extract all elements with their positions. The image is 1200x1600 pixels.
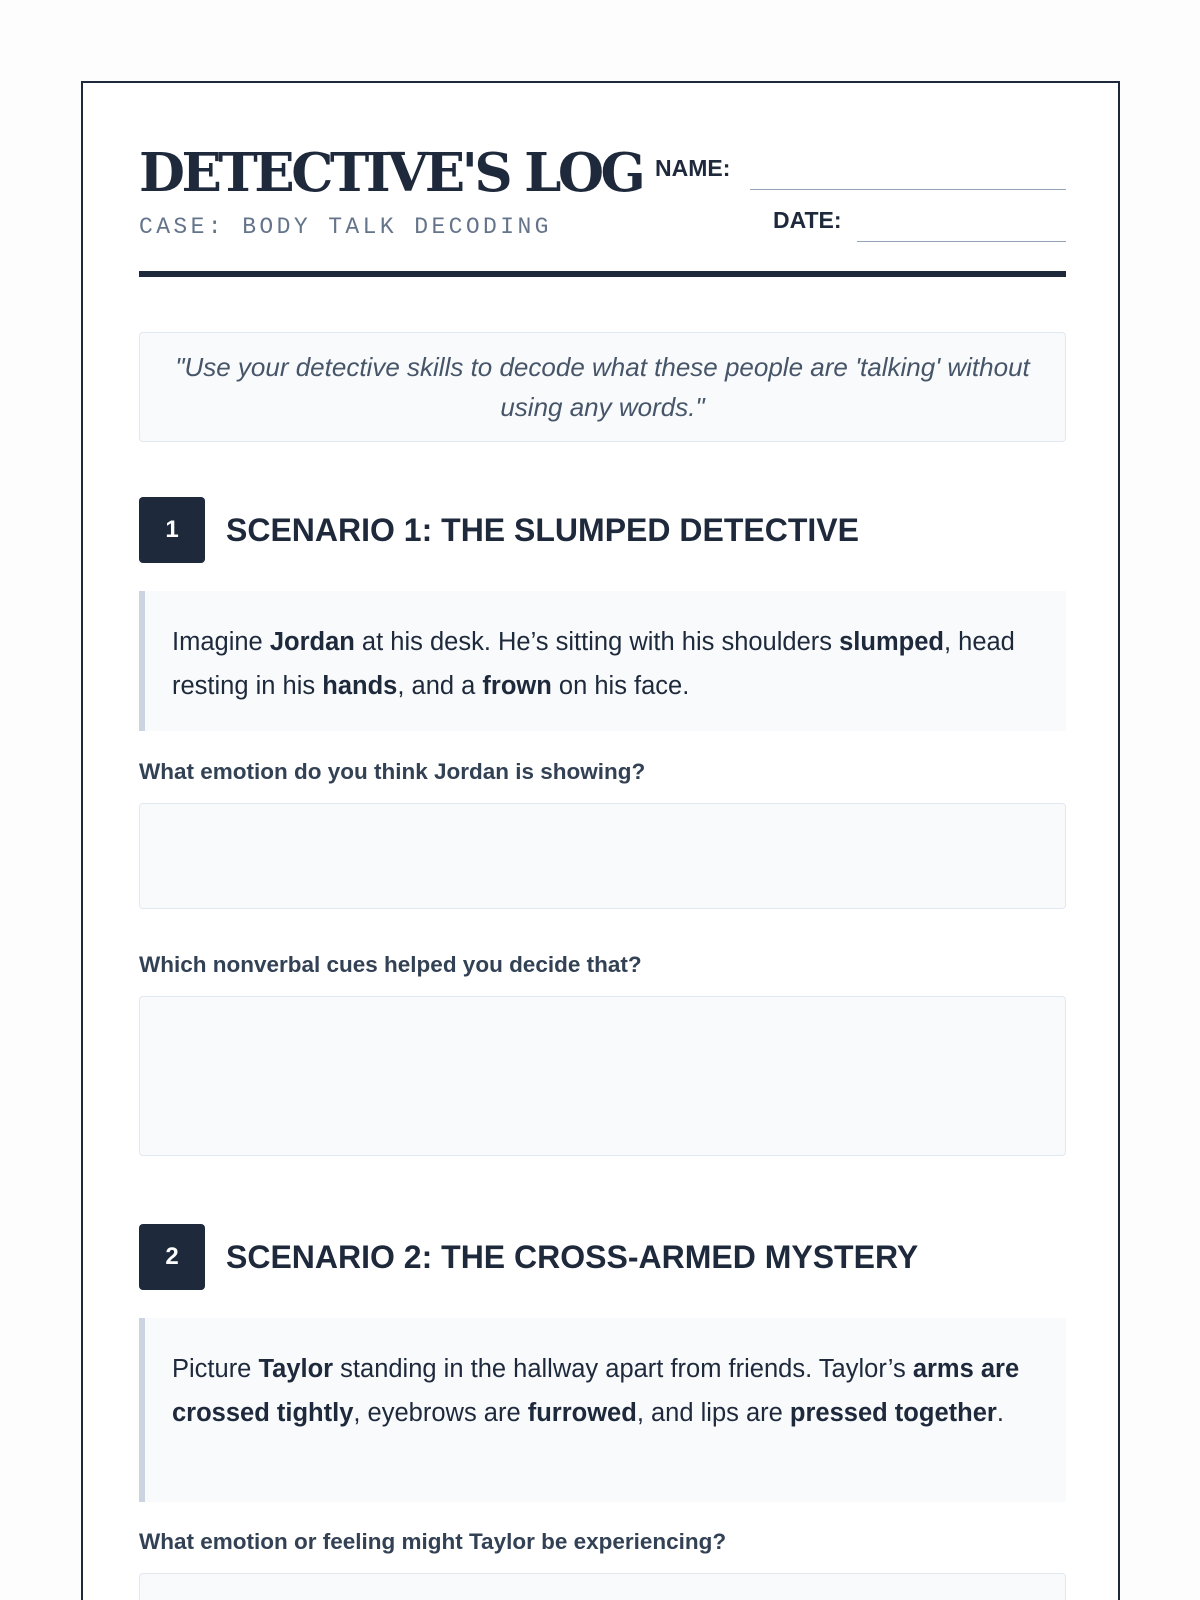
scenario-2-story xyxy=(139,1318,1066,1502)
intro-quote: "Use your detective skills to decode what these people are 'talking' without using any words." xyxy=(139,332,1066,442)
page-title: DETECTIVE'S LOG xyxy=(139,142,643,204)
scenario-2-question-1: What emotion or feeling might Taylor be experiencing? xyxy=(139,1529,727,1554)
story-text: , head resting in his xyxy=(172,628,1015,700)
scenario-1-story xyxy=(139,591,1066,731)
story-emphasis: slumped xyxy=(839,628,944,656)
story-text: , and a xyxy=(397,671,483,700)
story-text: Imagine xyxy=(172,628,270,656)
story-text: , eyebrows are xyxy=(353,1398,528,1427)
scenario-1-question-2: Which nonverbal cues helped you decide that? xyxy=(139,952,642,977)
header-divider xyxy=(139,271,1066,277)
scenario-2-answer-1-box[interactable] xyxy=(139,1573,1066,1600)
story-text: , and lips are xyxy=(636,1398,790,1427)
story-emphasis: arms are crossed tightly xyxy=(172,1355,1020,1427)
scenario-2-header xyxy=(139,1224,1066,1290)
scenario-1-answer-1-box[interactable] xyxy=(139,803,1066,909)
story-emphasis: furrowed xyxy=(527,1398,637,1427)
scenario-1-answer-2-box[interactable] xyxy=(139,996,1066,1156)
story-emphasis: Taylor xyxy=(258,1355,334,1383)
story-emphasis: frown xyxy=(482,671,552,700)
date-label: DATE: xyxy=(773,207,842,233)
scenario-1-number-badge: 1 xyxy=(139,497,205,563)
story-emphasis: pressed together xyxy=(789,1398,997,1427)
scenario-2-title: SCENARIO 2: THE CROSS-ARMED MYSTERY xyxy=(226,1239,919,1275)
case-subtitle: CASE: BODY TALK DECODING xyxy=(139,214,552,240)
story-emphasis: hands xyxy=(322,671,398,700)
worksheet-page xyxy=(81,81,1120,1600)
story-text: . xyxy=(996,1398,1004,1427)
name-label: NAME: xyxy=(655,155,731,181)
scenario-1-question-1: What emotion do you think Jordan is showing? xyxy=(139,759,646,784)
story-emphasis: Jordan xyxy=(269,628,355,656)
story-text: standing in the hallway apart from friends. Taylor’s xyxy=(333,1355,913,1383)
scenario-1-header xyxy=(139,497,1066,563)
name-field[interactable] xyxy=(750,189,1066,190)
date-field[interactable] xyxy=(857,241,1066,242)
scenario-2-number-badge: 2 xyxy=(139,1224,205,1290)
scenario-1-title: SCENARIO 1: THE SLUMPED DETECTIVE xyxy=(226,512,859,548)
story-text: at his desk. He’s sitting with his shoulders xyxy=(354,628,840,656)
story-text: on his face. xyxy=(551,671,690,700)
story-text: Picture xyxy=(172,1355,259,1383)
